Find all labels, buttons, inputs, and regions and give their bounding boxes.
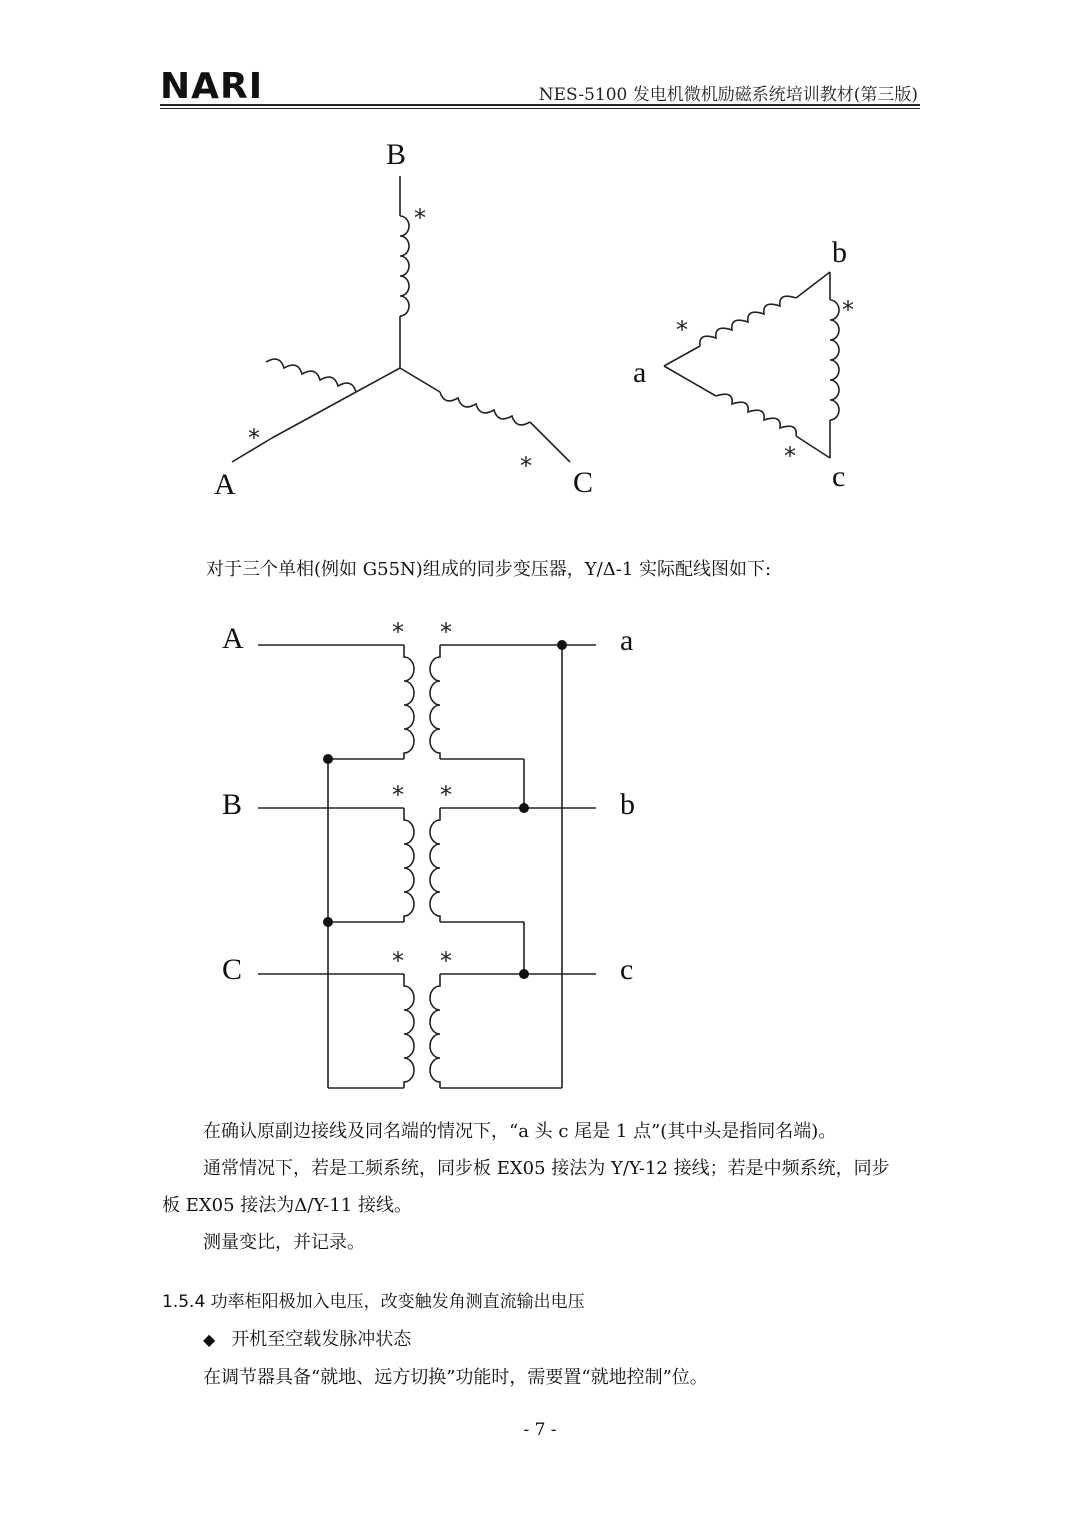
primary-label-a: A [222, 622, 244, 655]
primary-label-c: C [222, 953, 243, 986]
paragraph-local-control: 在调节器具备“就地、远方切换”功能时，需要置“就地控制”位。 [203, 1367, 708, 1388]
junction-dot [519, 803, 529, 813]
polarity-mark: * [440, 947, 452, 975]
page-number: - 7 - [523, 1420, 557, 1440]
secondary-coil-c [430, 974, 440, 1088]
section-heading: 1.5.4 功率柜阳极加入电压，改变触发角测直流输出电压 [162, 1292, 585, 1312]
polarity-mark: * [392, 947, 404, 975]
secondary-label-c: c [620, 953, 634, 986]
secondary-coil-b [430, 808, 440, 922]
paragraph-ex05-line2: 板 EX05 接法为Δ/Y-11 接线。 [162, 1195, 412, 1216]
primary-coil-b [404, 808, 414, 922]
paragraph-polarity: 在确认原副边接线及同名端的情况下，“a 头 c 尾是 1 点”(其中头是指同名端)。 [203, 1121, 837, 1142]
polarity-mark: * [440, 618, 452, 646]
primary-coil-c [404, 974, 414, 1088]
polarity-mark: * [392, 781, 404, 809]
document-title: NES-5100 发电机微机励磁系统培训教材(第三版) [538, 85, 918, 105]
junction-dot [323, 917, 333, 927]
paragraph-ex05-line1: 通常情况下，若是工频系统，同步板 EX05 接法为 Y/Y-12 接线；若是中频系统，同步 [203, 1158, 890, 1179]
polarity-mark: * [676, 316, 688, 344]
primary-coil-a [404, 645, 414, 759]
secondary-coil-a [430, 645, 440, 759]
junction-dot [323, 754, 333, 764]
star-label-a: A [214, 468, 236, 501]
star-label-c: C [573, 466, 594, 499]
polarity-mark: * [248, 424, 260, 452]
star-label-b: B [386, 138, 407, 171]
polarity-mark: * [414, 204, 426, 232]
diamond-bullet-icon: ◆ [203, 1330, 216, 1349]
wiring-caption: 对于三个单相(例如 G55N)组成的同步变压器，Y/Δ-1 实际配线图如下: [206, 559, 772, 580]
brand-logo: NARI [160, 66, 264, 107]
delta-label-a: a [633, 356, 647, 389]
delta-label-c: c [832, 460, 846, 493]
primary-label-b: B [222, 788, 243, 821]
secondary-label-b: b [620, 788, 635, 821]
paragraph-measure: 测量变比，并记录。 [203, 1232, 365, 1253]
secondary-label-a: a [620, 624, 634, 657]
polarity-mark: * [392, 618, 404, 646]
junction-dot [519, 969, 529, 979]
delta-label-b: b [832, 236, 847, 269]
junction-dot [557, 640, 567, 650]
polarity-mark: * [842, 296, 854, 324]
bullet-text: 开机至空载发脉冲状态 [231, 1329, 412, 1350]
polarity-mark: * [440, 781, 452, 809]
polarity-mark: * [520, 452, 532, 480]
bullet-item [203, 1328, 411, 1352]
polarity-mark: * [784, 442, 796, 470]
